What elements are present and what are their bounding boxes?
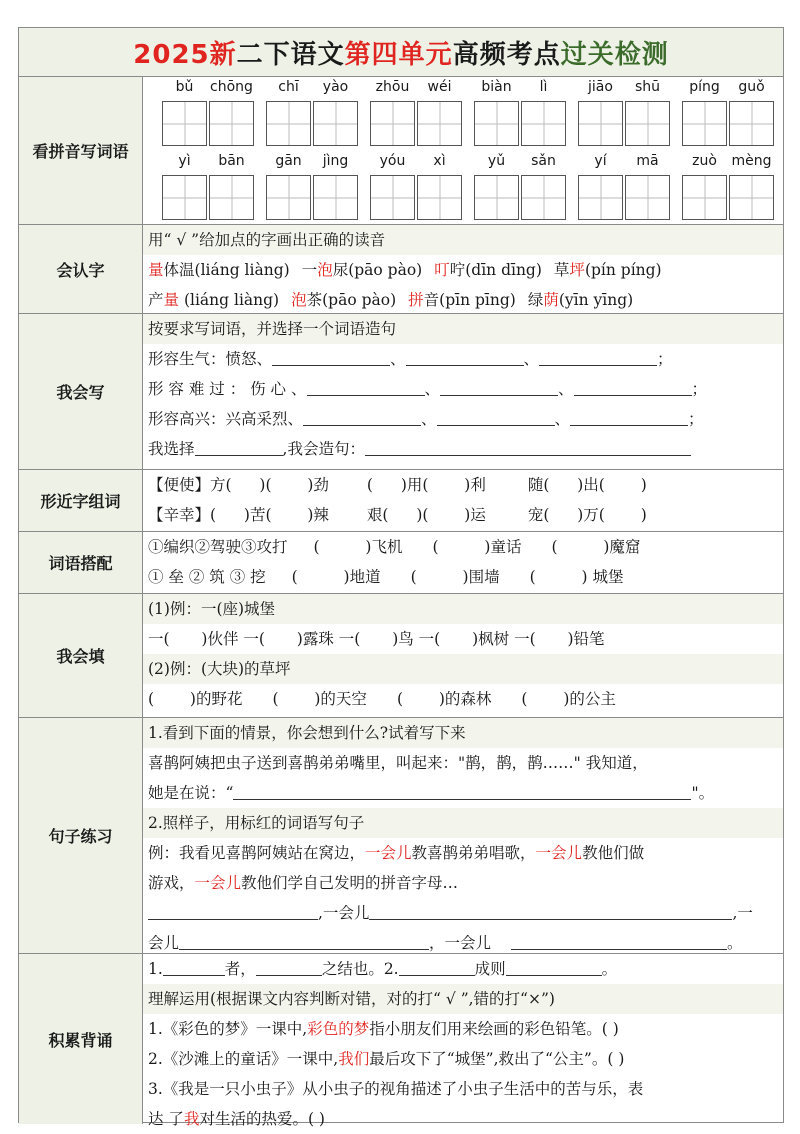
- instruction: 理解运用(根据课文内容判断对错，对的打“ √ ”,错的打“×”): [143, 984, 783, 1014]
- item-text: )童话: [474, 538, 522, 556]
- similar-row-2: [148, 500, 777, 530]
- section-label: 我会填: [19, 594, 143, 717]
- section-recite: [19, 954, 783, 1128]
- pinyin-syllable: biàn: [481, 79, 512, 95]
- character-box[interactable]: [578, 175, 623, 220]
- character-box[interactable]: [370, 175, 415, 220]
- item-text[interactable]: 一(: [148, 630, 170, 648]
- pinyin-syllable: gān: [275, 153, 302, 169]
- answer-blank[interactable]: [233, 782, 691, 800]
- pinyin-labels: [474, 153, 568, 175]
- write-line-sad: 形 容 难 过 ： 伤 心 、 、 、 ；: [148, 380, 708, 398]
- writing-boxes: [682, 175, 776, 220]
- pinyin-syllable: zuò: [692, 153, 717, 169]
- pinyin-syllable: wéi: [427, 79, 452, 95]
- word-group: [682, 153, 776, 220]
- answer-blank[interactable]: [437, 408, 555, 426]
- pinyin-syllable: zhōu: [375, 79, 410, 95]
- fill-row-2: [148, 684, 777, 714]
- pinyin-syllable: jìng: [322, 153, 349, 169]
- character-box[interactable]: [370, 101, 415, 146]
- word-group: [162, 153, 256, 220]
- writing-boxes: [370, 175, 464, 220]
- section-pinyin: [19, 77, 783, 225]
- item-text[interactable]: 【辛幸】(: [148, 506, 217, 524]
- example: (1)例：一(座)城堡: [143, 594, 783, 624]
- title-unit: 第四单元: [344, 39, 453, 70]
- answer-blank[interactable]: [195, 438, 283, 456]
- writing-boxes: [474, 175, 568, 220]
- word-group: [578, 79, 672, 146]
- reading-item[interactable]: [291, 285, 396, 315]
- title-topic: 高频考点: [452, 39, 561, 70]
- character-box[interactable]: [682, 101, 727, 146]
- writing-boxes: [266, 175, 360, 220]
- word-group: [370, 79, 464, 146]
- answer-blank[interactable]: [440, 378, 558, 396]
- section-match: [19, 532, 783, 594]
- answer-blank[interactable]: [506, 958, 602, 976]
- item-text[interactable]: (: [521, 690, 528, 708]
- character-box[interactable]: [474, 101, 519, 146]
- item-text[interactable]: (: [366, 476, 373, 494]
- answer-blank[interactable]: [256, 958, 322, 976]
- character-box[interactable]: [729, 101, 774, 146]
- answer-blank[interactable]: [511, 932, 727, 950]
- section-fill: [19, 594, 783, 718]
- item-text[interactable]: (: [551, 538, 558, 556]
- pinyin-syllable: bān: [218, 153, 245, 169]
- word-group: [162, 79, 256, 146]
- character-box[interactable]: [266, 175, 311, 220]
- pinyin-syllable: píng: [689, 79, 720, 95]
- item-text[interactable]: (: [272, 690, 279, 708]
- item-text[interactable]: (: [529, 568, 536, 586]
- item-text: )围墙: [452, 568, 500, 586]
- item-text: )的公主: [553, 690, 616, 708]
- character-box[interactable]: [417, 175, 462, 220]
- pinyin-row-1: [162, 79, 777, 146]
- word-group: [578, 153, 672, 220]
- title-year: 2025新: [133, 39, 237, 70]
- write-line-angry: 形容生气：愤怒、 、 、 ；: [148, 350, 673, 368]
- section-label: 句子练习: [19, 718, 143, 953]
- item-text: ) 城堡: [571, 568, 624, 586]
- character-box[interactable]: [474, 175, 519, 220]
- answer-blank[interactable]: [570, 408, 688, 426]
- question-1: 1.看到下面的情景，你会想到什么?试着写下来: [143, 718, 783, 748]
- pinyin-syllable: jiāo: [588, 79, 613, 95]
- pinyin-labels: [266, 79, 360, 101]
- character-box[interactable]: [521, 175, 566, 220]
- judge-1: 1.《彩色的梦》一课中,彩色的梦指小朋友们用来绘画的彩色铅笔。( ): [148, 1020, 619, 1038]
- judge-3-cont: 达 了我对生活的热爱。( ): [148, 1110, 325, 1128]
- question-1-scene: 喜鹊阿姨把虫子送到喜鹊弟弟嘴里，叫起来："鹊，鹊，鹊……" 我知道，: [148, 754, 648, 772]
- reading-item[interactable]: [528, 285, 633, 315]
- pinyin-syllable: shū: [634, 79, 661, 95]
- item-text[interactable]: )苦(: [234, 506, 272, 524]
- item-text: ): [630, 476, 647, 494]
- item-text: )劲: [297, 476, 329, 494]
- pinyin-labels: [578, 153, 672, 175]
- pinyin-syllable: mā: [636, 153, 659, 169]
- item-text[interactable]: )用(: [390, 476, 429, 494]
- pinyin-syllable: guǒ: [738, 79, 765, 95]
- judge-2: 2.《沙滩上的童话》一课中,我们最后攻下了“城堡”,救出了“公主”。( ): [148, 1050, 625, 1068]
- reading-item[interactable]: [302, 255, 423, 285]
- character-box[interactable]: [417, 101, 462, 146]
- item-text[interactable]: )鸟 一(: [382, 630, 441, 648]
- reading-options: 尿(pāo pào): [332, 261, 423, 279]
- item-text: ①编织②驾驶③攻打: [148, 538, 288, 556]
- pinyin-labels: [162, 153, 256, 175]
- page-title: [19, 28, 783, 77]
- character-box[interactable]: [625, 101, 670, 146]
- character-box[interactable]: [313, 175, 358, 220]
- character-box[interactable]: [521, 101, 566, 146]
- write-line-happy: 形容高兴：兴高采烈、 、 、 ；: [148, 410, 704, 428]
- item-text: )运: [454, 506, 486, 524]
- answer-blank[interactable]: [163, 958, 225, 976]
- writing-boxes: [474, 101, 568, 146]
- char: 草: [553, 261, 570, 279]
- reading-options: (pín píng): [584, 261, 662, 279]
- character-box[interactable]: [209, 101, 254, 146]
- question-1-answer: 她是在说：“ "。: [148, 784, 715, 802]
- dotted-char: 坪: [569, 261, 585, 279]
- char: 绿: [527, 291, 544, 309]
- character-box[interactable]: [729, 175, 774, 220]
- dotted-char: 泡: [317, 261, 333, 279]
- item-text[interactable]: )枫树 一(: [462, 630, 536, 648]
- pinyin-syllable: yí: [594, 153, 607, 169]
- item-text: )的天空: [304, 690, 367, 708]
- dotted-char: 荫: [543, 291, 559, 309]
- writing-boxes: [162, 175, 256, 220]
- section-label: 看拼音写词语: [19, 77, 143, 224]
- answer-line-2: 会儿 ，一会儿 。: [148, 934, 743, 952]
- reading-options: (liáng liàng): [179, 291, 280, 309]
- pinyin-labels: [474, 79, 568, 101]
- pinyin-syllable: chōng: [210, 79, 253, 95]
- reading-line-1: [148, 255, 777, 285]
- item-text: )利: [454, 476, 486, 494]
- item-text: )铅笔: [557, 630, 605, 648]
- title-grade: 二下语文: [236, 39, 345, 70]
- fill-row-1: [148, 624, 777, 654]
- dotted-char: 量: [148, 261, 164, 279]
- item-text[interactable]: (: [313, 538, 320, 556]
- pinyin-row-2: [162, 153, 777, 220]
- pinyin-labels: [682, 153, 776, 175]
- section-label: 词语搭配: [19, 532, 143, 593]
- reading-line-2: [148, 285, 777, 315]
- reading-item[interactable]: [408, 285, 516, 315]
- item-text: )辣: [297, 506, 329, 524]
- item-text[interactable]: (: [432, 538, 439, 556]
- item-text: ): [630, 506, 647, 524]
- answer-blank[interactable]: [179, 932, 429, 950]
- answer-blank[interactable]: [365, 438, 691, 456]
- pinyin-syllable: yǔ: [487, 153, 506, 169]
- answer-blank[interactable]: [574, 378, 692, 396]
- item-text[interactable]: )(: [406, 506, 429, 524]
- answer-blank[interactable]: [406, 348, 524, 366]
- character-box[interactable]: [578, 101, 623, 146]
- match-row-1: [148, 532, 777, 562]
- writing-boxes: [578, 175, 672, 220]
- answer-blank[interactable]: [307, 378, 425, 396]
- question-2: 2.照样子，用标红的词语写句子: [143, 808, 783, 838]
- item-text[interactable]: 【便使】方(: [148, 476, 232, 494]
- section-recognize: [19, 225, 783, 314]
- section-label: 积累背诵: [19, 954, 143, 1124]
- character-box[interactable]: [209, 175, 254, 220]
- example-sentence-cont: 游戏，一会儿教他们学自己发明的拼音字母…: [148, 874, 459, 892]
- word-group: [266, 79, 360, 146]
- answer-blank[interactable]: [272, 348, 390, 366]
- word-group: [370, 153, 464, 220]
- writing-boxes: [162, 101, 256, 146]
- section-similar: [19, 470, 783, 532]
- item-text[interactable]: )露珠 一(: [286, 630, 361, 648]
- item-text[interactable]: 艰(: [366, 506, 389, 524]
- writing-boxes: [370, 101, 464, 146]
- item-text[interactable]: 宠(: [527, 506, 550, 524]
- pinyin-syllable: sǎn: [531, 153, 556, 169]
- pinyin-syllable: mèng: [731, 153, 772, 169]
- answer-blank[interactable]: [539, 348, 657, 366]
- reading-item[interactable]: [148, 255, 290, 285]
- character-box[interactable]: [682, 175, 727, 220]
- instruction: 用“ √ ”给加点的字画出正确的读音: [143, 225, 783, 255]
- pinyin-syllable: yào: [322, 79, 349, 95]
- character-box[interactable]: [313, 101, 358, 146]
- writing-boxes: [682, 101, 776, 146]
- item-text: )飞机: [355, 538, 403, 556]
- instruction: 按要求写词语，并选择一个词语造句: [143, 314, 783, 344]
- item-text[interactable]: (: [410, 568, 417, 586]
- example: (2)例：(大块)的草坪: [143, 654, 783, 684]
- item-text[interactable]: (: [396, 690, 403, 708]
- answer-blank[interactable]: [399, 958, 475, 976]
- reading-options: 茶(pāo pào): [306, 291, 397, 309]
- dotted-char: 量: [163, 291, 180, 309]
- dotted-char: 拼: [408, 291, 424, 309]
- item-text[interactable]: )伙伴 一(: [191, 630, 265, 648]
- section-sentence: [19, 718, 783, 954]
- character-box[interactable]: [162, 175, 207, 220]
- item-text: )地道: [333, 568, 381, 586]
- item-text: ① 垒 ② 筑 ③ 挖: [148, 568, 266, 586]
- char: 一: [301, 261, 318, 279]
- item-text[interactable]: )出(: [567, 476, 605, 494]
- item-text[interactable]: )(: [249, 476, 272, 494]
- pinyin-labels: [162, 79, 256, 101]
- pinyin-labels: [682, 79, 776, 101]
- item-text[interactable]: )万(: [567, 506, 605, 524]
- item-text[interactable]: (: [291, 568, 298, 586]
- writing-boxes: [266, 101, 360, 146]
- item-text[interactable]: (: [148, 690, 155, 708]
- item-text[interactable]: 随(: [527, 476, 550, 494]
- item-text: )的野花: [180, 690, 243, 708]
- dotted-char: 泡: [291, 291, 307, 309]
- char: 产: [148, 291, 164, 309]
- reading-item[interactable]: [148, 285, 279, 315]
- reading-item[interactable]: [554, 255, 662, 285]
- pinyin-syllable: chī: [278, 79, 299, 95]
- answer-blank[interactable]: [303, 408, 421, 426]
- pinyin-syllable: lì: [539, 79, 548, 95]
- section-label: 形近字组词: [19, 470, 143, 531]
- character-box[interactable]: [162, 101, 207, 146]
- character-box[interactable]: [625, 175, 670, 220]
- reading-options: (yīn yīng): [558, 291, 634, 309]
- title-check: 过关检测: [560, 39, 669, 70]
- word-group: [474, 153, 568, 220]
- pinyin-syllable: yóu: [379, 153, 406, 169]
- write-line-sentence: 我选择 ,我会造句：: [148, 434, 777, 464]
- reading-options: 体温(liáng liàng): [163, 261, 290, 279]
- character-box[interactable]: [266, 101, 311, 146]
- section-label: 我会写: [19, 314, 143, 469]
- item-text: )的森林: [429, 690, 492, 708]
- section-label: 会认字: [19, 225, 143, 313]
- similar-row-1: [148, 470, 777, 500]
- writing-boxes: [578, 101, 672, 146]
- answer-blank[interactable]: [369, 902, 732, 920]
- word-group: [474, 79, 568, 146]
- section-write: [19, 314, 783, 470]
- recite-fill: 1. 者， 之结也。2. 成则 。: [148, 960, 618, 978]
- worksheet: [18, 27, 784, 1128]
- item-text: )魔窟: [593, 538, 641, 556]
- reading-options: 音(pīn pīng): [423, 291, 516, 309]
- pinyin-labels: [370, 79, 464, 101]
- word-group: [682, 79, 776, 146]
- pinyin-syllable: yì: [178, 153, 191, 169]
- pinyin-labels: [266, 153, 360, 175]
- reading-item[interactable]: [434, 255, 542, 285]
- pinyin-syllable: xì: [433, 153, 446, 169]
- reading-options: 咛(dīn dīng): [449, 261, 542, 279]
- pinyin-labels: [370, 153, 464, 175]
- answer-blank[interactable]: [148, 902, 318, 920]
- pinyin-labels: [578, 79, 672, 101]
- match-row-2: [148, 562, 777, 592]
- word-group: [266, 153, 360, 220]
- example-sentence: 例：我看见喜鹊阿姨站在窝边，一会儿教喜鹊弟弟唱歌，一会儿教他们做: [148, 844, 645, 862]
- pinyin-syllable: bǔ: [175, 79, 194, 95]
- judge-3: 3.《我是一只小虫子》从小虫子的视角描述了小虫子生活中的苦与乐，表: [148, 1080, 644, 1098]
- answer-line-1: ,一会儿 ,一: [148, 898, 777, 928]
- dotted-char: 叮: [434, 261, 450, 279]
